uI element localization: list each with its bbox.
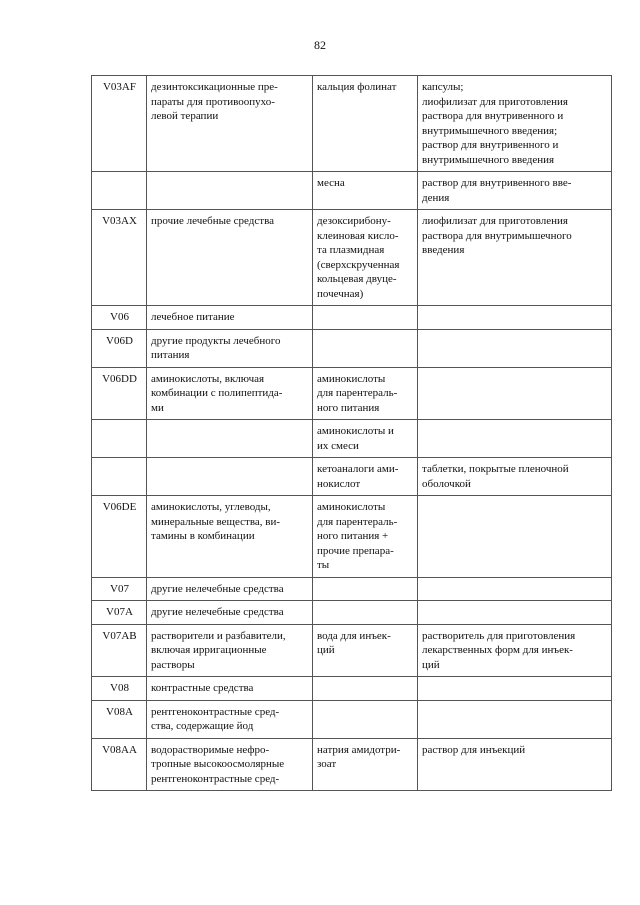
pharmacological-group-cell	[147, 306, 313, 330]
atc-code-cell	[92, 700, 147, 738]
atc-code-cell	[92, 76, 147, 172]
atc-code-cell	[92, 577, 147, 601]
substance-cell	[313, 601, 418, 625]
dosage-form-cell-text: капсулы; лиофилизат для приготовления раствора для внутривенного и внутримышечного введения; раствор для внутривенного и внутримышечного введения	[422, 81, 568, 166]
dosage-form-cell	[418, 172, 612, 210]
atc-code-cell	[92, 420, 147, 458]
substance-cell	[313, 367, 418, 420]
pharmacological-group-cell	[147, 700, 313, 738]
pharmacological-group-cell	[147, 367, 313, 420]
atc-code-cell	[92, 677, 147, 701]
pharmacological-group-cell-text: аминокислоты, углеводы, минеральные вещества, ви- тамины в комбинации	[151, 501, 281, 542]
table-row	[92, 76, 612, 172]
substance-cell	[313, 306, 418, 330]
drug-table	[91, 75, 612, 791]
pharmacological-group-cell-text: прочие лечебные средства	[151, 215, 275, 227]
dosage-form-cell	[418, 76, 612, 172]
substance-cell-text: дезоксирибону- клеиновая кисло- та плазмидная (сверхскрученная кольцевая двуце- почечная)	[317, 215, 400, 300]
table-row	[92, 210, 612, 306]
substance-cell	[313, 577, 418, 601]
atc-code-cell-text: V03AX	[102, 215, 137, 227]
table-row	[92, 601, 612, 625]
pharmacological-group-cell	[147, 420, 313, 458]
atc-code-cell-text: V07	[110, 582, 129, 595]
atc-code-cell-text: V08	[110, 682, 129, 694]
table-row	[92, 172, 612, 210]
pharmacological-group-cell	[147, 172, 313, 210]
pharmacological-group-cell-text: водорастворимые нефро- тропные высокоосмолярные рентгеноконтрастные сред-	[151, 743, 285, 785]
atc-code-cell-text: V07A	[106, 606, 133, 618]
pharmacological-group-cell-text: растворители и разбавители, включая ирригационные растворы	[151, 629, 286, 671]
dosage-form-cell	[418, 306, 612, 330]
pharmacological-group-cell	[147, 577, 313, 601]
dosage-form-cell	[418, 624, 612, 677]
pharmacological-group-cell-text: другие нелечебные средства	[151, 606, 284, 618]
atc-code-cell	[92, 496, 147, 578]
table-row	[92, 496, 612, 578]
pharmacological-group-cell	[147, 76, 313, 172]
atc-code-cell	[92, 738, 147, 791]
dosage-form-cell	[418, 458, 612, 496]
table-row	[92, 367, 612, 420]
substance-cell	[313, 496, 418, 578]
dosage-form-cell	[418, 420, 612, 458]
dosage-form-cell	[418, 496, 612, 578]
dosage-form-cell	[418, 677, 612, 701]
atc-code-cell	[92, 210, 147, 306]
substance-cell-text: аминокислоты для парентераль- ного питания	[317, 372, 398, 414]
pharmacological-group-cell-text: аминокислоты, включая комбинации с полипептида- ми	[151, 372, 283, 414]
atc-code-cell-text: V07AB	[102, 629, 137, 642]
dosage-form-cell-text: раствор для внутривенного вве- дения	[422, 177, 572, 204]
atc-code-cell	[92, 172, 147, 210]
atc-code-cell	[92, 601, 147, 625]
dosage-form-cell	[418, 700, 612, 738]
dosage-form-cell	[418, 577, 612, 601]
atc-code-cell	[92, 329, 147, 367]
substance-cell	[313, 76, 418, 172]
atc-code-cell-text: V08AA	[102, 743, 137, 756]
substance-cell	[313, 458, 418, 496]
atc-code-cell	[92, 367, 147, 420]
dosage-form-cell	[418, 329, 612, 367]
page-number: 82	[314, 38, 326, 52]
table-row	[92, 458, 612, 496]
pharmacological-group-cell-text: другие продукты лечебного питания	[151, 334, 281, 361]
substance-cell	[313, 420, 418, 458]
dosage-form-cell-text: растворитель для приготовления лекарственных форм для инъек- ций	[422, 629, 576, 671]
pharmacological-group-cell	[147, 329, 313, 367]
substance-cell-text: вода для инъек- ций	[317, 629, 391, 656]
table-row	[92, 420, 612, 458]
dosage-form-cell	[418, 210, 612, 306]
dosage-form-cell-text: таблетки, покрытые пленочной оболочкой	[422, 463, 569, 490]
atc-code-cell-text: V06D	[106, 334, 133, 347]
table-row	[92, 329, 612, 367]
dosage-form-cell-text: раствор для инъекций	[422, 743, 526, 756]
dosage-form-cell	[418, 367, 612, 420]
pharmacological-group-cell	[147, 624, 313, 677]
atc-code-cell-text: V06DE	[102, 501, 137, 513]
pharmacological-group-cell-text: дезинтоксикационные пре- параты для противоопухо- левой терапии	[151, 81, 278, 122]
substance-cell-text: месна	[317, 177, 345, 189]
atc-code-cell-text: V08A	[106, 705, 133, 718]
substance-cell-text: кальция фолинат	[317, 81, 397, 93]
table-row	[92, 577, 612, 601]
pharmacological-group-cell	[147, 458, 313, 496]
substance-cell-text: аминокислоты и их смеси	[317, 425, 394, 452]
atc-code-cell-text: V03AF	[102, 81, 136, 93]
atc-code-cell-text: V06	[110, 311, 129, 323]
pharmacological-group-cell-text: лечебное питание	[151, 311, 235, 323]
atc-code-cell-text: V06DD	[102, 372, 137, 385]
substance-cell	[313, 329, 418, 367]
pharmacological-group-cell	[147, 677, 313, 701]
table-row	[92, 700, 612, 738]
pharmacological-group-cell-text: контрастные средства	[151, 682, 254, 694]
substance-cell	[313, 172, 418, 210]
atc-code-cell	[92, 306, 147, 330]
substance-cell	[313, 210, 418, 306]
dosage-form-cell	[418, 738, 612, 791]
substance-cell	[313, 738, 418, 791]
substance-cell-text: кетоаналоги ами- нокислот	[317, 463, 399, 490]
pharmacological-group-cell	[147, 601, 313, 625]
table-row	[92, 624, 612, 677]
dosage-form-cell	[418, 601, 612, 625]
table-row	[92, 306, 612, 330]
substance-cell-text: аминокислоты для парентераль- ного питания + прочие препара- ты	[317, 501, 398, 571]
pharmacological-group-cell	[147, 738, 313, 791]
dosage-form-cell-text: лиофилизат для приготовления раствора для внутримышечного введения	[422, 215, 572, 256]
pharmacological-group-cell	[147, 496, 313, 578]
substance-cell	[313, 624, 418, 677]
pharmacological-group-cell-text: другие нелечебные средства	[151, 582, 284, 595]
pharmacological-group-cell-text: рентгеноконтрастные сред- ства, содержащие йод	[151, 705, 280, 732]
substance-cell-text: натрия амидотри- зоат	[317, 743, 401, 770]
atc-code-cell	[92, 624, 147, 677]
pharmacological-group-cell	[147, 210, 313, 306]
substance-cell	[313, 700, 418, 738]
table-row	[92, 738, 612, 791]
atc-code-cell	[92, 458, 147, 496]
table-row	[92, 677, 612, 701]
substance-cell	[313, 677, 418, 701]
